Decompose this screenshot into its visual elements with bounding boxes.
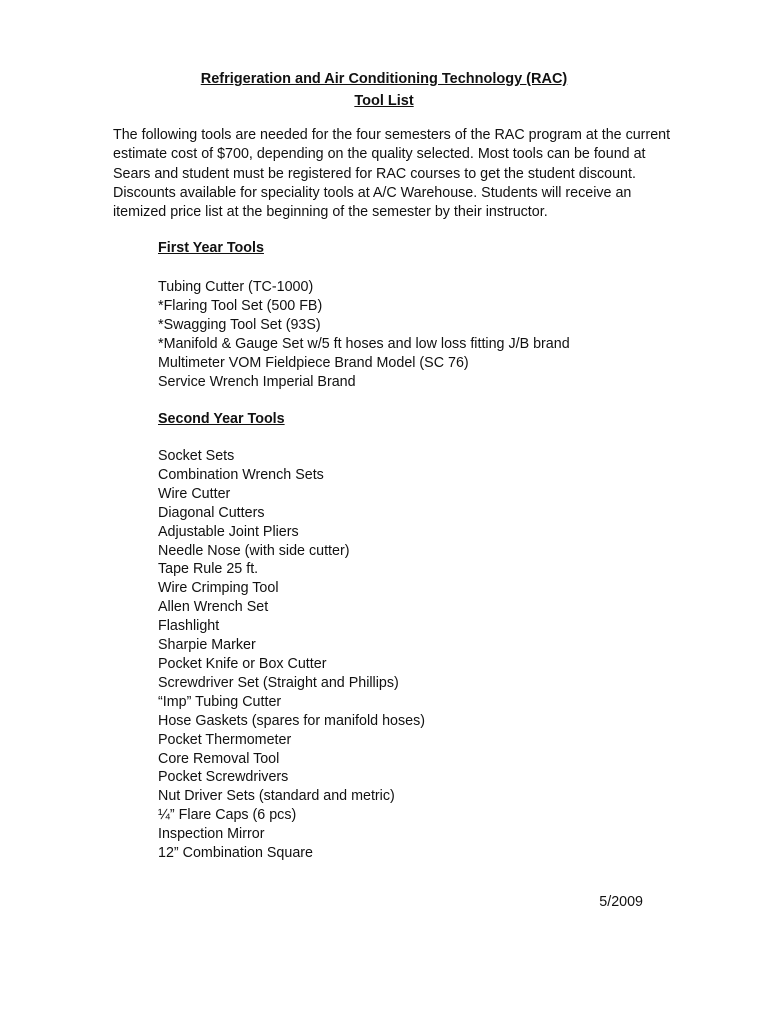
intro-line: Discounts available for speciality tools at A/C Warehouse. Students will receive an	[113, 184, 632, 201]
list-item: Tubing Cutter (TC-1000)	[158, 279, 314, 295]
list-item: Wire Cutter	[158, 485, 231, 502]
list-item: Multimeter VOM Fieldpiece Brand Model (SC 76)	[158, 354, 469, 371]
list-item: Adjustable Joint Pliers	[158, 523, 299, 540]
list-item: *Manifold & Gauge Set w/5 ft hoses and low loss fitting J/B brand	[158, 335, 570, 352]
intro-line: The following tools are needed for the four semesters of the RAC program at the current	[113, 127, 671, 143]
second-year-heading: Second Year Tools	[158, 411, 285, 427]
list-item: Core Removal Tool	[158, 750, 280, 767]
document-subtitle: Tool List	[354, 93, 414, 109]
intro-line: Sears and student must be registered for RAC courses to get the student discount.	[113, 165, 636, 182]
list-item: Pocket Screwdrivers	[158, 769, 289, 786]
list-item: Screwdriver Set (Straight and Phillips)	[158, 674, 399, 691]
first-year-tool-list	[158, 278, 570, 391]
list-item: Socket Sets	[158, 448, 235, 464]
list-item: Hose Gaskets (spares for manifold hoses)	[158, 712, 425, 729]
document-date: 5/2009	[599, 894, 643, 910]
list-item: “Imp” Tubing Cutter	[158, 693, 282, 710]
second-year-tool-list	[158, 447, 425, 863]
list-item: Needle Nose (with side cutter)	[158, 542, 350, 559]
list-item: ¼” Flare Caps (6 pcs)	[158, 807, 297, 824]
list-item: Flashlight	[158, 618, 220, 635]
list-item: *Swagging Tool Set (93S)	[158, 316, 321, 333]
list-item: Wire Crimping Tool	[158, 580, 279, 597]
list-item: Sharpie Marker	[158, 637, 256, 654]
intro-line: itemized price list at the beginning of the semester by their instructor.	[113, 204, 548, 221]
list-item: Pocket Thermometer	[158, 731, 292, 748]
list-item: Inspection Mirror	[158, 826, 265, 843]
list-item: Pocket Knife or Box Cutter	[158, 655, 327, 672]
list-item: Service Wrench Imperial Brand	[158, 373, 356, 390]
intro-line: estimate cost of $700, depending on the quality selected. Most tools can be found at	[113, 146, 646, 163]
first-year-heading: First Year Tools	[158, 240, 264, 256]
list-item: Allen Wrench Set	[158, 599, 269, 616]
list-item: *Flaring Tool Set (500 FB)	[158, 297, 323, 314]
list-item: Tape Rule 25 ft.	[158, 561, 259, 578]
list-item: Nut Driver Sets (standard and metric)	[158, 788, 395, 805]
intro-paragraph	[113, 126, 673, 222]
document-title: Refrigeration and Air Conditioning Technology (RAC)	[200, 71, 568, 87]
list-item: Combination Wrench Sets	[158, 466, 324, 483]
list-item: 12” Combination Square	[158, 845, 313, 862]
list-item: Diagonal Cutters	[158, 504, 265, 521]
